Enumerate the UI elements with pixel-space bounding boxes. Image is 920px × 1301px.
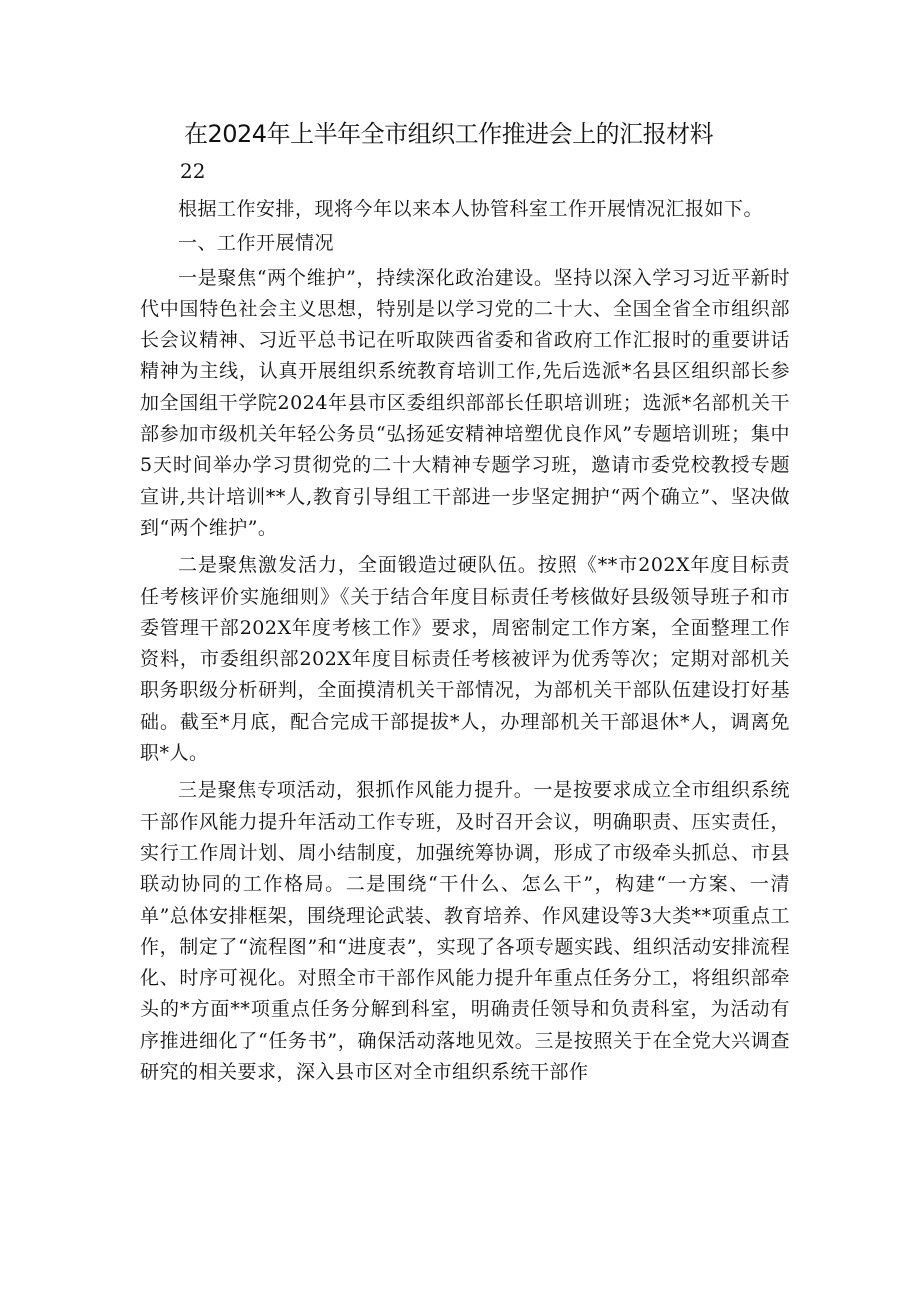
intro-paragraph: 根据工作安排，现将今年以来本人协管科室工作开展情况汇报如下。	[178, 198, 764, 220]
document-number: 22	[180, 159, 206, 183]
paragraph-team-building: 二是聚焦激发活力，全面锻造过硬队伍。按照《**市202X年度目标责任考核评价实施细则》《关于结合年度目标责任考核做好县级领导班子和市委管理干部202X年度考核工作》要求，周密制定工作方案，全面整理工作资料，市委组织部202X年度目标责任考核被评为优秀等次；定期对部机关职务职级分析研判，全面摸清机关干部情况，为部机关干部队伍建设打好基础。截至*月底，配合完成干部提拔*人，办理部机关干部退休*人，调离免职*人。	[140, 554, 790, 765]
document-title: 在2024年上半年全市组织工作推进会上的汇报材料	[184, 120, 714, 148]
paragraph-political-construction: 一是聚焦“两个维护”，持续深化政治建设。坚持以深入学习习近平新时代中国特色社会主义思想，特别是以学习党的二十大、全国全省全市组织部长会议精神、习近平总书记在听取陕西省委和省政府工作汇报时的重要讲话精神为主线，认真开展组织系统教育培训工作,先后选派*名县区组织部长参加全国组干学院2024年县市区委组织部部长任职培训班；选派*名部机关干部参加市级机关年轻公务员“弘扬延安精神培塑优良作风”专题培训班；集中5天时间举办学习贯彻党的二十大精神专题学习班，邀请市委党校教授专题宣讲,共计培训**人,教育引导组工干部进一步坚定拥护“两个确立”、坚决做到“两个维护”。	[140, 266, 790, 539]
paragraph-special-activities: 三是聚焦专项活动，狠抓作风能力提升。一是按要求成立全市组织系统干部作风能力提升年活动工作专班，及时召开会议，明确职责、压实责任，实行工作周计划、周小结制度，加强统筹协调，形成了市级牵头抓总、市县联动协同的工作格局。二是围绕“干什么、怎么干”，构建“一方案、一清单”总体安排框架，围绕理论武装、教育培养、作风建设等3大类**项重点工作，制定了“流程图”和“进度表”，实现了各项专题实践、组织活动安排流程化、时序可视化。对照全市干部作风能力提升年重点任务分工，将组织部牵头的*方面**项重点任务分解到科室，明确责任领导和负责科室，为活动有序推进细化了“任务书”，确保活动落地见效。三是按照关于在全党大兴调查研究的相关要求，深入县市区对全市组织系统干部作	[140, 779, 790, 1084]
section-heading: 一、工作开展情况	[178, 232, 335, 255]
document-body	[140, 194, 790, 1094]
